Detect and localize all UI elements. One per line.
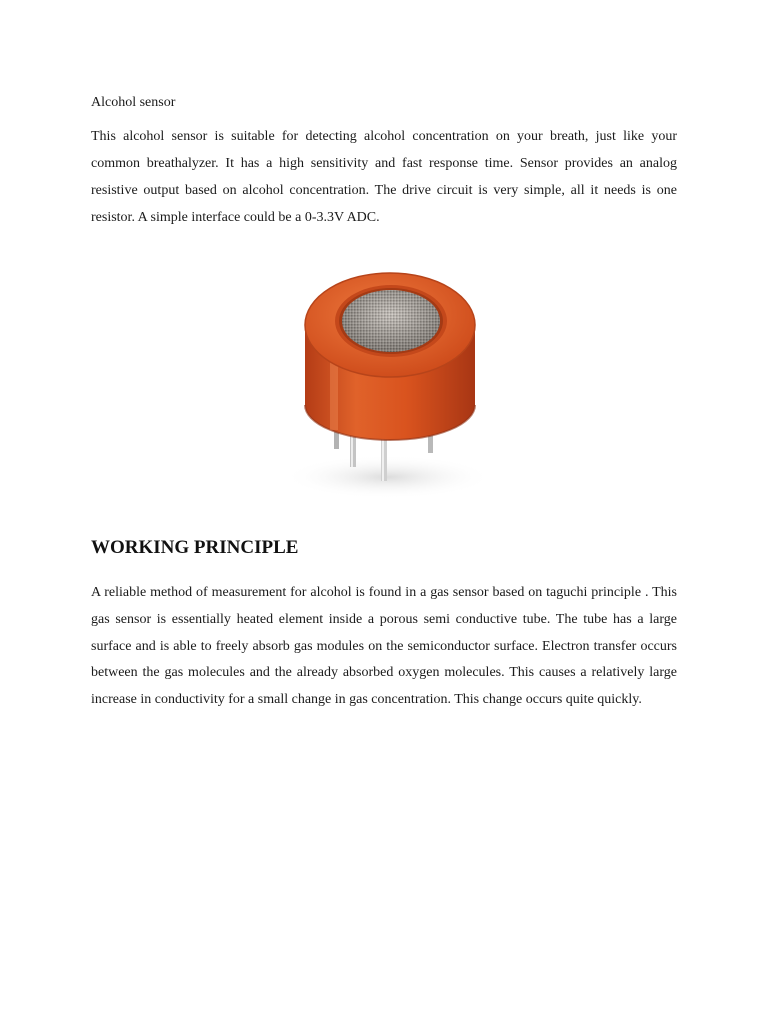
intro-title: Alcohol sensor [91,95,176,110]
intro-paragraph: This alcohol sensor is suitable for detecting alcohol concentration on your breath, just like your common breathalyzer. It has a high sensitivity and fast response time. Sensor provides an analog resistive output based on alcohol concentration. The drive circuit is very simple, all it needs is one resistor. A simple interface could be a 0-3.3V ADC. [91,129,677,225]
gas-sensor-photo-icon [270,255,510,505]
section-paragraph: A reliable method of measurement for alcohol is found in a gas sensor based on taguchi principle . This gas sensor is essentially heated element inside a porous semi conductive tube. The tube has a large surface and is able to freely absorb gas modules on the semiconductor surface. Electron transfer occurs between the gas molecules and the already absorbed oxygen molecules. This causes a relatively large increase in conductivity for a small change in gas concentration. This change occurs quite quickly. [91,585,677,708]
alcohol-sensor-image [270,255,510,505]
section-heading: WORKING PRINCIPLE [91,537,299,558]
